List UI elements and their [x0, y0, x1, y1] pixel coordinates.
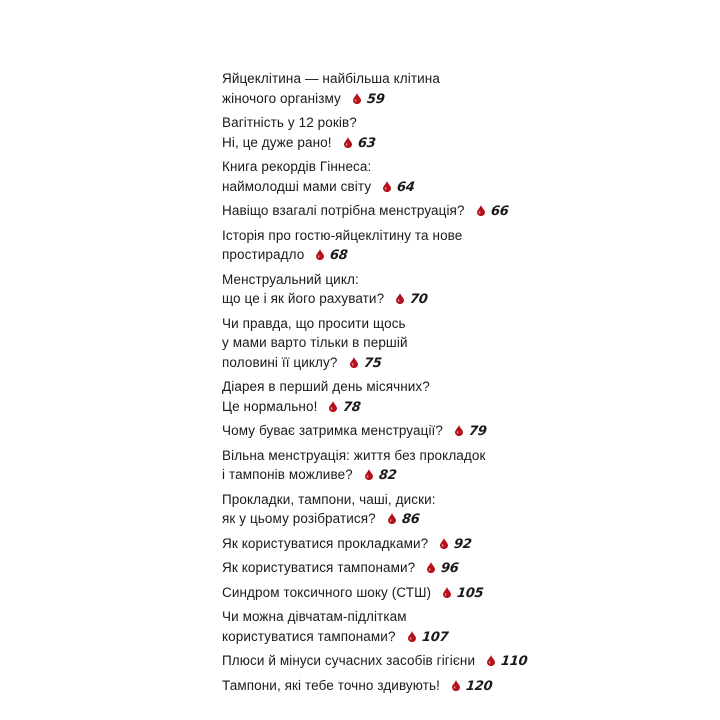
toc-entry-title-text: Синдром токсичного шоку (СТШ)	[222, 584, 432, 600]
toc-page-number: 59	[366, 91, 386, 107]
toc-entry[interactable]	[222, 270, 522, 310]
toc-entry-title-line	[222, 177, 522, 198]
toc-entry-title-line	[222, 509, 522, 530]
blood-drop-icon	[353, 93, 361, 104]
toc-entry[interactable]	[222, 377, 522, 417]
toc-entry-title-text: Плюси й мінуси сучасних засобів гігієни	[222, 653, 476, 668]
toc-entry[interactable]	[222, 676, 522, 697]
toc-entry-title-text: наймолодші мами світу	[222, 178, 372, 194]
toc-entry[interactable]	[222, 446, 522, 486]
blood-drop-icon	[388, 513, 396, 524]
toc-entry[interactable]	[222, 314, 522, 374]
blood-drop-icon	[477, 205, 485, 216]
toc-page-number: 66	[489, 204, 509, 219]
toc-entry-title-line	[222, 69, 522, 89]
toc-entry-title-line	[222, 333, 522, 353]
toc-entry[interactable]	[222, 534, 522, 555]
toc-entry-title-text: Чи правда, що просити щось	[222, 315, 406, 331]
toc-page-number: 64	[396, 179, 416, 195]
toc-page-number: 79	[468, 424, 488, 439]
toc-entry-title-text: Як користуватися прокладками?	[222, 535, 429, 551]
toc-entry-title-text: простирадло	[222, 247, 305, 262]
toc-entry-title-text: Як користуватися тампонами?	[222, 560, 416, 575]
blood-drop-icon	[440, 538, 448, 549]
toc-entry-title-line	[222, 583, 522, 604]
toc-entry[interactable]	[222, 607, 522, 647]
toc-page-number: 82	[378, 468, 398, 483]
toc-entry-title-text: Чи можна дівчатам-підліткам	[222, 609, 407, 624]
toc-page-number: 86	[401, 512, 421, 527]
toc-entry[interactable]	[222, 157, 522, 197]
toc-entry-title-text: Ні, це дуже рано!	[222, 134, 332, 150]
toc-entry-title-text: як у цьому розібратися?	[222, 511, 376, 526]
blood-drop-icon	[383, 181, 391, 192]
toc-entry-title-line	[222, 397, 522, 418]
toc-entry-title-text: Діарея в перший день місячних?	[222, 379, 430, 394]
toc-entry[interactable]	[222, 490, 522, 530]
toc-entry-title-line	[222, 534, 522, 555]
toc-entry-title-text: що це і як його рахувати?	[222, 291, 385, 306]
blood-drop-icon	[408, 631, 416, 642]
toc-page-number: 92	[453, 536, 473, 552]
blood-drop-icon	[396, 293, 404, 304]
toc-entry-title-line	[222, 676, 522, 697]
blood-drop-icon	[316, 249, 324, 260]
toc-entry-title-text: Навіщо взагалі потрібна менструація?	[222, 203, 465, 218]
toc-entry-title-text: користуватися тампонами?	[222, 628, 396, 644]
toc-entry-title-text: Вільна менструація: життя без прокладок	[222, 447, 486, 463]
blood-drop-icon	[350, 357, 358, 368]
toc-entry[interactable]	[222, 421, 522, 442]
toc-entry-title-text: половині її циклу?	[222, 354, 338, 370]
toc-entry-title-line	[222, 289, 522, 310]
toc-entry-title-text: Історія про гостю-яйцеклітину та нове	[222, 227, 463, 243]
toc-entry-title-line	[222, 627, 522, 648]
toc-entry-title-line	[222, 201, 522, 222]
toc-entry[interactable]	[222, 226, 522, 266]
blood-drop-icon	[452, 680, 460, 691]
blood-drop-icon	[443, 587, 451, 598]
toc-page-number: 105	[456, 585, 485, 601]
blood-drop-icon	[329, 401, 337, 412]
toc-page-number: 68	[329, 248, 349, 263]
toc-entry-title-line	[222, 226, 522, 246]
toc-page-number: 63	[356, 135, 376, 151]
blood-drop-icon	[344, 137, 352, 148]
toc-entry[interactable]	[222, 651, 529, 672]
toc-entry[interactable]	[222, 69, 522, 109]
toc-entry-title-line	[222, 446, 522, 466]
toc-entry-title-line	[222, 113, 522, 133]
toc-entry-title-line	[222, 245, 522, 266]
toc-entry[interactable]	[222, 113, 522, 153]
toc-page-number: 78	[342, 399, 362, 415]
toc-entry-title-line	[222, 465, 522, 486]
toc-entry-title-line	[222, 314, 522, 334]
blood-drop-icon	[365, 469, 373, 480]
toc-entry-title-line	[222, 353, 522, 374]
toc-entry-title-line	[222, 89, 522, 110]
blood-drop-icon	[427, 562, 435, 573]
toc-entry-title-line	[222, 133, 522, 154]
toc-entry-title-text: жіночого організму	[222, 90, 341, 106]
toc-page-number: 107	[420, 629, 449, 645]
toc-entry-title-text: Книга рекордів Гіннеса:	[222, 159, 372, 174]
toc-entry-title-text: Тампони, які тебе точно здивують!	[222, 677, 440, 693]
toc-entry-title-text: Менструальний цикл:	[222, 271, 359, 287]
blood-drop-icon	[487, 655, 495, 666]
toc-page-number: 96	[440, 561, 460, 576]
toc-entry[interactable]	[222, 558, 522, 579]
toc-page-number: 75	[362, 355, 382, 371]
toc-entry-title-text: Чому буває затримка менструації?	[222, 423, 443, 438]
toc-entry-title-text: і тампонів можливе?	[222, 467, 353, 482]
table-of-contents	[222, 69, 529, 700]
toc-entry[interactable]	[222, 583, 522, 604]
toc-page-number: 110	[500, 654, 529, 669]
toc-entry-title-line	[222, 270, 522, 290]
toc-entry[interactable]	[222, 201, 522, 222]
blood-drop-icon	[455, 425, 463, 436]
toc-entry-title-text: Яйцеклітина — найбільша клітина	[222, 71, 440, 86]
toc-entry-title-line	[222, 421, 522, 442]
toc-entry-title-line	[222, 607, 522, 627]
toc-entry-title-text: Це нормально!	[222, 398, 318, 414]
toc-entry-title-text: Прокладки, тампони, чаші, диски:	[222, 491, 436, 507]
toc-entry-title-line	[222, 157, 522, 177]
toc-entry-title-line	[222, 558, 522, 579]
toc-entry-title-line	[222, 377, 522, 397]
toc-page-number: 120	[465, 678, 494, 694]
toc-entry-title-text: у мами варто тільки в першій	[222, 335, 408, 350]
toc-entry-title-line	[222, 651, 529, 672]
toc-entry-title-text: Вагітність у 12 років?	[222, 115, 357, 130]
toc-page-number: 70	[409, 292, 429, 307]
toc-entry-title-line	[222, 490, 522, 510]
